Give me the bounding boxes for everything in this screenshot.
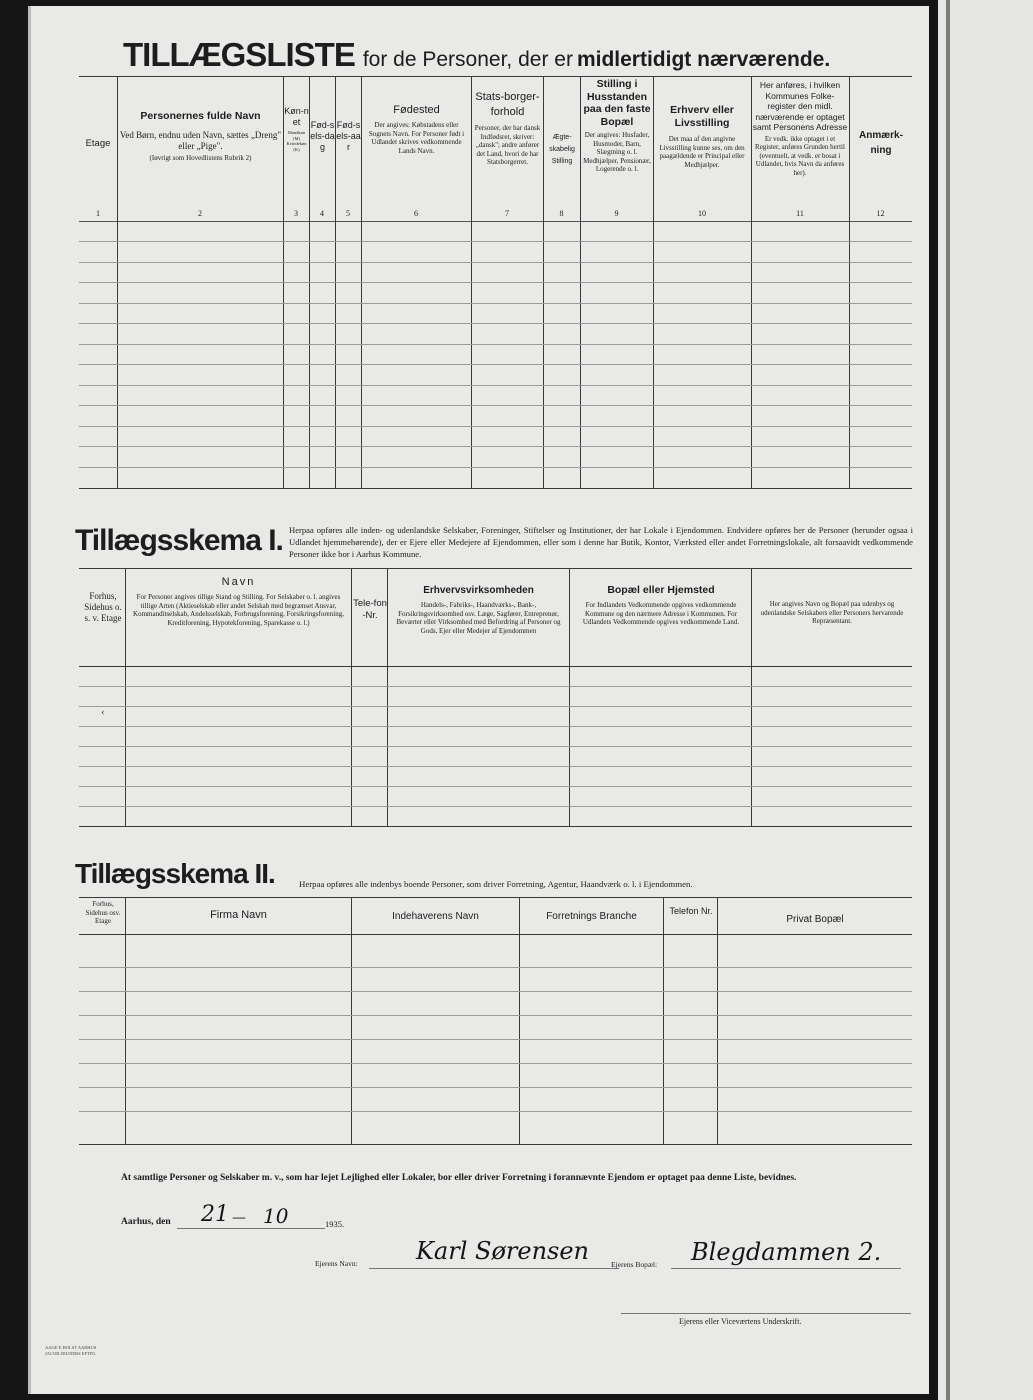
signature-label: Ejerens eller Viceværtens Underskrift. bbox=[679, 1317, 802, 1326]
title-main: TILLÆGSLISTE bbox=[123, 36, 355, 73]
col-number: 2 bbox=[198, 209, 202, 218]
owner-name-label: Ejerens Navn: bbox=[315, 1259, 358, 1268]
col-anmaerkning: Anmærk-ning bbox=[859, 130, 903, 156]
skema2-title: Tillægsskema II. bbox=[75, 858, 275, 889]
page-title bbox=[123, 36, 923, 74]
printer-mark: AAGE E HOLST AARHUS JACOB ZEUNERS EFTFG bbox=[45, 1345, 97, 1356]
skema2-intro: Herpaa opføres alle indenbys boende Personer, som driver Forretning, Agentur, Haandværk o. l. i Ejendommen. bbox=[299, 879, 693, 889]
col-stilling: Stilling i Husstanden paa den faste Bopæl Der angives: Husfader, Husmoder, Barn, Slægtning o. l. Medhjælper, Pensionær, Logerende o. l. bbox=[583, 78, 651, 173]
owner-address-label: Ejerens Bopæl: bbox=[611, 1260, 658, 1269]
owner-address-handwritten: Blegdammen 2. bbox=[691, 1238, 882, 1266]
skema1-title: Tillægsskema I. bbox=[75, 524, 283, 557]
col-etage: Etage bbox=[85, 138, 111, 149]
col-aegteskab: Ægte-skabelig Stilling bbox=[549, 134, 575, 165]
page-fold bbox=[946, 0, 950, 1400]
skema1-intro: Herpaa opføres alle inden- og udenlandske Selskaber, Foreninger, Stiftelser og Institutioner, der har Lokale i Ejendommen. Endvidere opføres her de Personer (herunder ogsaa i Udlandet hjemmehørende), der er Ejere eller Medejere af Ejendommen, eller som i denne har Butik, Kontor, Værksted eller andet Forretningslokale, alt forsaavidt vedkommende Personer ikke bor i Aarhus Kommune. bbox=[289, 525, 913, 559]
s1-col-etage: Forhus, Sidehus o. s. v. Etage bbox=[84, 591, 122, 623]
s2-col-etage: Forhus, Sidehus osv. Etage bbox=[85, 900, 121, 925]
col-number: 11 bbox=[796, 209, 804, 218]
col-number: 1 bbox=[96, 209, 100, 218]
col-number: 10 bbox=[698, 209, 706, 218]
date-separator: — bbox=[232, 1210, 246, 1226]
col-number: 3 bbox=[294, 209, 298, 218]
col-number: 7 bbox=[505, 209, 509, 218]
s2-col-telefon: Telefon Nr. bbox=[669, 906, 713, 916]
year-text: 1935. bbox=[325, 1219, 345, 1229]
s1-col-erhverv: Erhvervsvirksomheden Handels-, Fabriks-, Haandværks-, Bank-, Forsikringsvirksomhed osv. Læge, Sagfører, Entreprenør, Beværter eller Virksomhed med Befordring af Personer og Gods, Ejer eller Medejer af Ejendommen bbox=[396, 585, 561, 635]
col-foedested: Fødested Der angives: Købstadens eller Sognets Navn. For Personer født i Udlandet skrives vedkommende Lands Navn. bbox=[368, 104, 465, 155]
s2-col-branche: Forretnings Branche bbox=[546, 911, 637, 922]
col-statsborger: Stats-borger-forhold Personer, der har dansk Indfødsret, skriver: „dansk"; andre anfører det Land, hvori de har Statsborgerret. bbox=[474, 91, 541, 166]
date-day: 21 bbox=[201, 1202, 229, 1227]
title-middle: for de Personer, der er bbox=[362, 48, 573, 71]
s1-col-navn: Navn For Personer angives tillige Stand og Stilling. For Selskaber o. l. angives tillige Arten (Aktieselskab eller andet Selskab med begrænset Ansvar, Kommanditselskab, Andelsselskab, Forbrugsforening, Forsikringsforening, Kreditforening, Hypotekforening, Sparekasse o. l.) bbox=[133, 576, 344, 627]
s2-col-indehaver: Indehaverens Navn bbox=[392, 911, 479, 922]
col-number: 8 bbox=[559, 209, 564, 218]
owner-name-signature: Karl Sørensen bbox=[416, 1237, 590, 1265]
col-foedselsdag: Fød-sels-dag bbox=[310, 120, 335, 152]
title-end: midlertidigt nærværende. bbox=[576, 48, 831, 71]
s1-col-repraesentant: Her angives Navn og Bopæl paa udenbys og udenlandske Selskabers eller Personers hervarende Repræsentant. bbox=[760, 600, 904, 625]
col-koen: Køn-net Mandkøn (M) Kvindekøn (K) bbox=[284, 106, 309, 152]
col-number: 4 bbox=[320, 209, 324, 218]
place-label: Aarhus, den bbox=[121, 1217, 171, 1227]
col-folkeregister: Her anføres, i hvilken Kommunes Folke-register den midl. nærværende er optaget samt Personens Adresse Er vedk. ikke optaget i et Register, anføres Grunden hertil (eventuelt, at vedk. er bosat i Udlandet, hvis Navn da anføres her). bbox=[752, 80, 848, 177]
facing-page bbox=[938, 0, 1033, 1400]
col-number: 5 bbox=[346, 209, 350, 218]
col-foedselsaar: Fød-sels-aar bbox=[336, 120, 361, 152]
col-number: 12 bbox=[876, 209, 885, 218]
ink-mark: ‹ bbox=[101, 706, 105, 718]
col-number: 6 bbox=[414, 209, 418, 218]
certification-text: At samtlige Personer og Selskaber m. v., som har lejet Lejlighed eller Lokaler, bor eller driver Forretning i forannævnte Ejendom er optaget paa denne Liste, bevidnes. bbox=[121, 1173, 797, 1183]
col-navn: Personernes fulde Navn Ved Børn, endnu uden Navn, sættes „Dreng" eller „Pige". (Iøvrigt som Hovedlistens Rubrik 2) bbox=[119, 110, 282, 162]
s2-col-firma: Firma Navn bbox=[210, 909, 267, 921]
register-page bbox=[28, 6, 929, 1394]
date-month: 10 bbox=[263, 1204, 289, 1228]
s1-col-bopael: Bopæl eller Hjemsted For Indlandets Vedkommende opgives vedkommende Kommune og den nærmere Adresse i Kommunen. For Udlandets Vedkommende opgives vedkommende Land. bbox=[582, 584, 740, 626]
col-erhverv: Erhverv eller Livsstilling Det maa af den angivne Livsstilling kunne ses, om den paagældende er Principal eller Medhjælper. bbox=[659, 104, 745, 169]
col-number: 9 bbox=[614, 209, 619, 218]
s1-col-telefon: Tele-fon-Nr. bbox=[353, 598, 387, 621]
s2-col-bopael: Privat Bopæl bbox=[786, 914, 844, 925]
